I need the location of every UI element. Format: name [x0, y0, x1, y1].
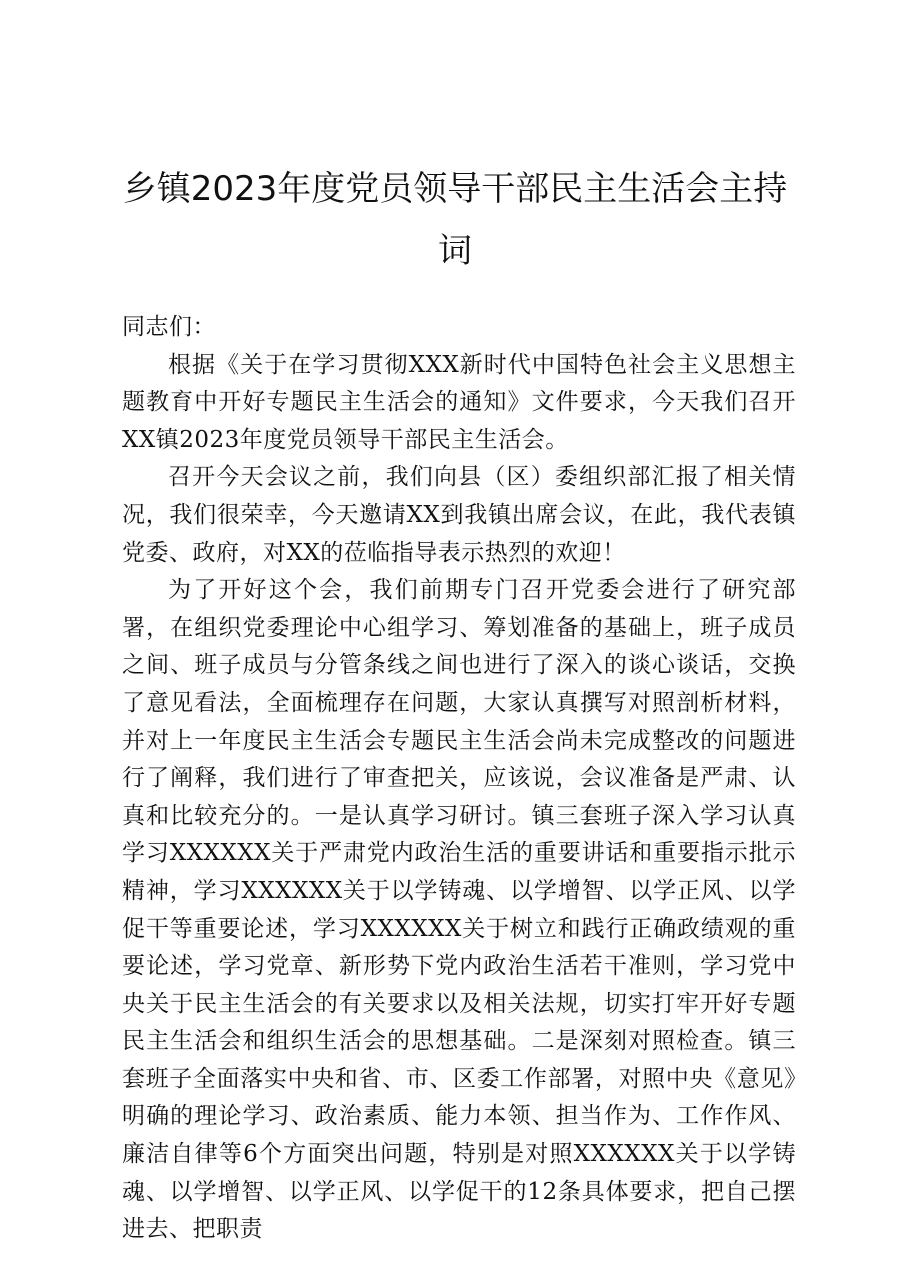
paragraph-1: 根据《关于在学习贯彻XXX新时代中国特色社会主义思想主题教育中开好专题民主生活会的通知》文件要求，今天我们召开XX镇2023年度党员领导干部民主生活会。: [122, 351, 796, 453]
document-body: [122, 309, 796, 1249]
document-title: 乡镇2023年度党员领导干部民主生活会主持词: [122, 169, 788, 271]
paragraph-2: 召开今天会议之前，我们向县（区）委组织部汇报了相关情况，我们很荣幸，今天邀请XX到我镇出席会议，在此，我代表镇党委、政府，对XX的莅临指导表示热烈的欢迎！: [122, 464, 796, 566]
salutation: 同志们：: [122, 314, 216, 340]
paragraph-3: 为了开好这个会，我们前期专门召开党委会进行了研究部署，在组织党委理论中心组学习、筹划准备的基础上，班子成员之间、班子成员与分管条线之间也进行了深入的谈心谈话，交换了意见看法，全面梳理存在问题，大家认真撰写对照剖析材料，并对上一年度民主生活会专题民主生活会尚未完成整改的问题进行了阐释，我们进行了审查把关，应该说，会议准备是严肃、认真和比较充分的。一是认真学习研讨。镇三套班子深入学习认真学习XXXXXX关于严肃党内政治生活的重要讲话和重要指示批示精神，学习XXXXXX关于以学铸魂、以学增智、以学正风、以学促干等重要论述，学习XXXXXX关于树立和践行正确政绩观的重要论述，学习党章、新形势下党内政治生活若干准则，学习党中央关于民主生活会的有关要求以及相关法规，切实打牢开好专题民主生活会和组织生活会的思想基础。二是深刻对照检查。镇三套班子全面落实中央和省、市、区委工作部署，对照中央《意见》明确的理论学习、政治素质、能力本领、担当作为、工作作风、廉洁自律等6个方面突出问题，特别是对照XXXXXX关于以学铸魂、以学增智、以学正风、以学促干的12条具体要求，把自己摆进去、把职责: [122, 577, 796, 1243]
